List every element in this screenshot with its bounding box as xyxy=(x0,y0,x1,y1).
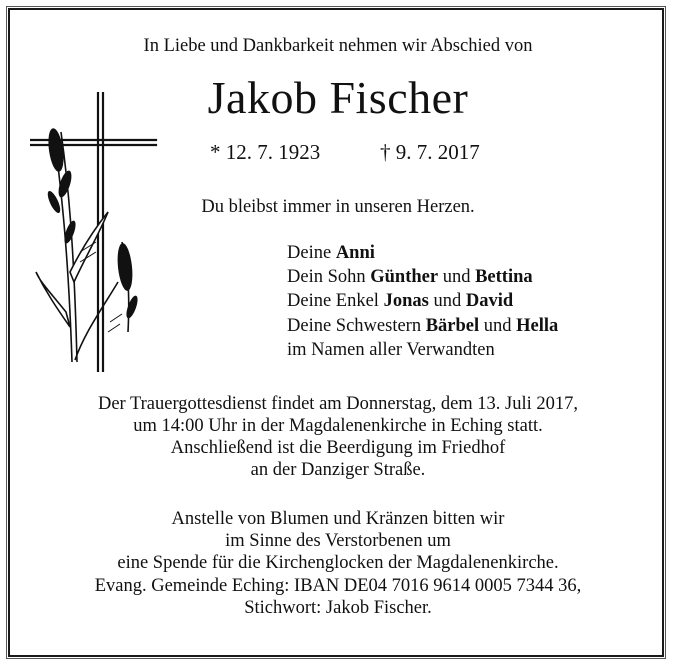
family-text: und xyxy=(438,267,476,288)
family-line-5: im Namen aller Verwandten xyxy=(287,339,495,360)
service-line: um 14:00 Uhr in der Magdalenenkirche in Eching statt. xyxy=(133,416,543,436)
family-name: Bärbel xyxy=(425,315,480,336)
donation-line: Anstelle von Blumen und Kränzen bitten wir xyxy=(171,509,505,529)
birth-date: * 12. 7. 1923 xyxy=(210,140,321,164)
family-name: Bettina xyxy=(475,267,533,288)
service-line: Anschließend ist die Beerdigung im Friedhof xyxy=(170,438,506,458)
deceased-name: Jakob Fischer xyxy=(207,72,469,123)
family-name: David xyxy=(465,291,514,312)
donation-line: Evang. Gemeinde Eching: IBAN DE04 7016 9614 0005 7344 36, xyxy=(94,575,582,596)
intro-text: In Liebe und Dankbarkeit nehmen wir Abschied von xyxy=(143,36,533,56)
family-list xyxy=(287,241,558,362)
family-name: Hella xyxy=(516,315,559,336)
family-line-4 xyxy=(287,314,558,338)
family-text: und xyxy=(479,315,517,336)
service-info xyxy=(0,393,676,481)
death-date: † 9. 7. 2017 xyxy=(380,140,480,164)
donation-line: eine Spende für die Kirchenglocken der Magdalenenkirche. xyxy=(117,553,559,574)
family-name: Günther xyxy=(370,267,439,288)
donation-info xyxy=(0,508,676,619)
service-line: Der Trauergottesdienst findet am Donnerstag, dem 13. Juli 2017, xyxy=(97,394,579,414)
donation-line: im Sinne des Verstorbenen um xyxy=(225,531,451,552)
family-text: Deine Schwestern xyxy=(287,315,426,336)
donation-line: Stichwort: Jakob Fischer. xyxy=(244,597,432,618)
family-line-2 xyxy=(287,265,558,289)
family-name: Anni xyxy=(335,243,375,263)
family-text: Deine xyxy=(287,243,336,263)
family-line-1 xyxy=(287,241,558,265)
cross-with-wheat-icon xyxy=(30,92,160,372)
family-text: Deine Enkel xyxy=(287,291,384,312)
family-text: und xyxy=(428,291,466,312)
family-text: Dein Sohn xyxy=(287,267,371,288)
memorial-quote: Du bleibst immer in unseren Herzen. xyxy=(201,197,475,217)
family-name: Jonas xyxy=(383,291,429,312)
service-line: an der Danziger Straße. xyxy=(250,460,426,480)
family-line-3 xyxy=(287,289,558,313)
